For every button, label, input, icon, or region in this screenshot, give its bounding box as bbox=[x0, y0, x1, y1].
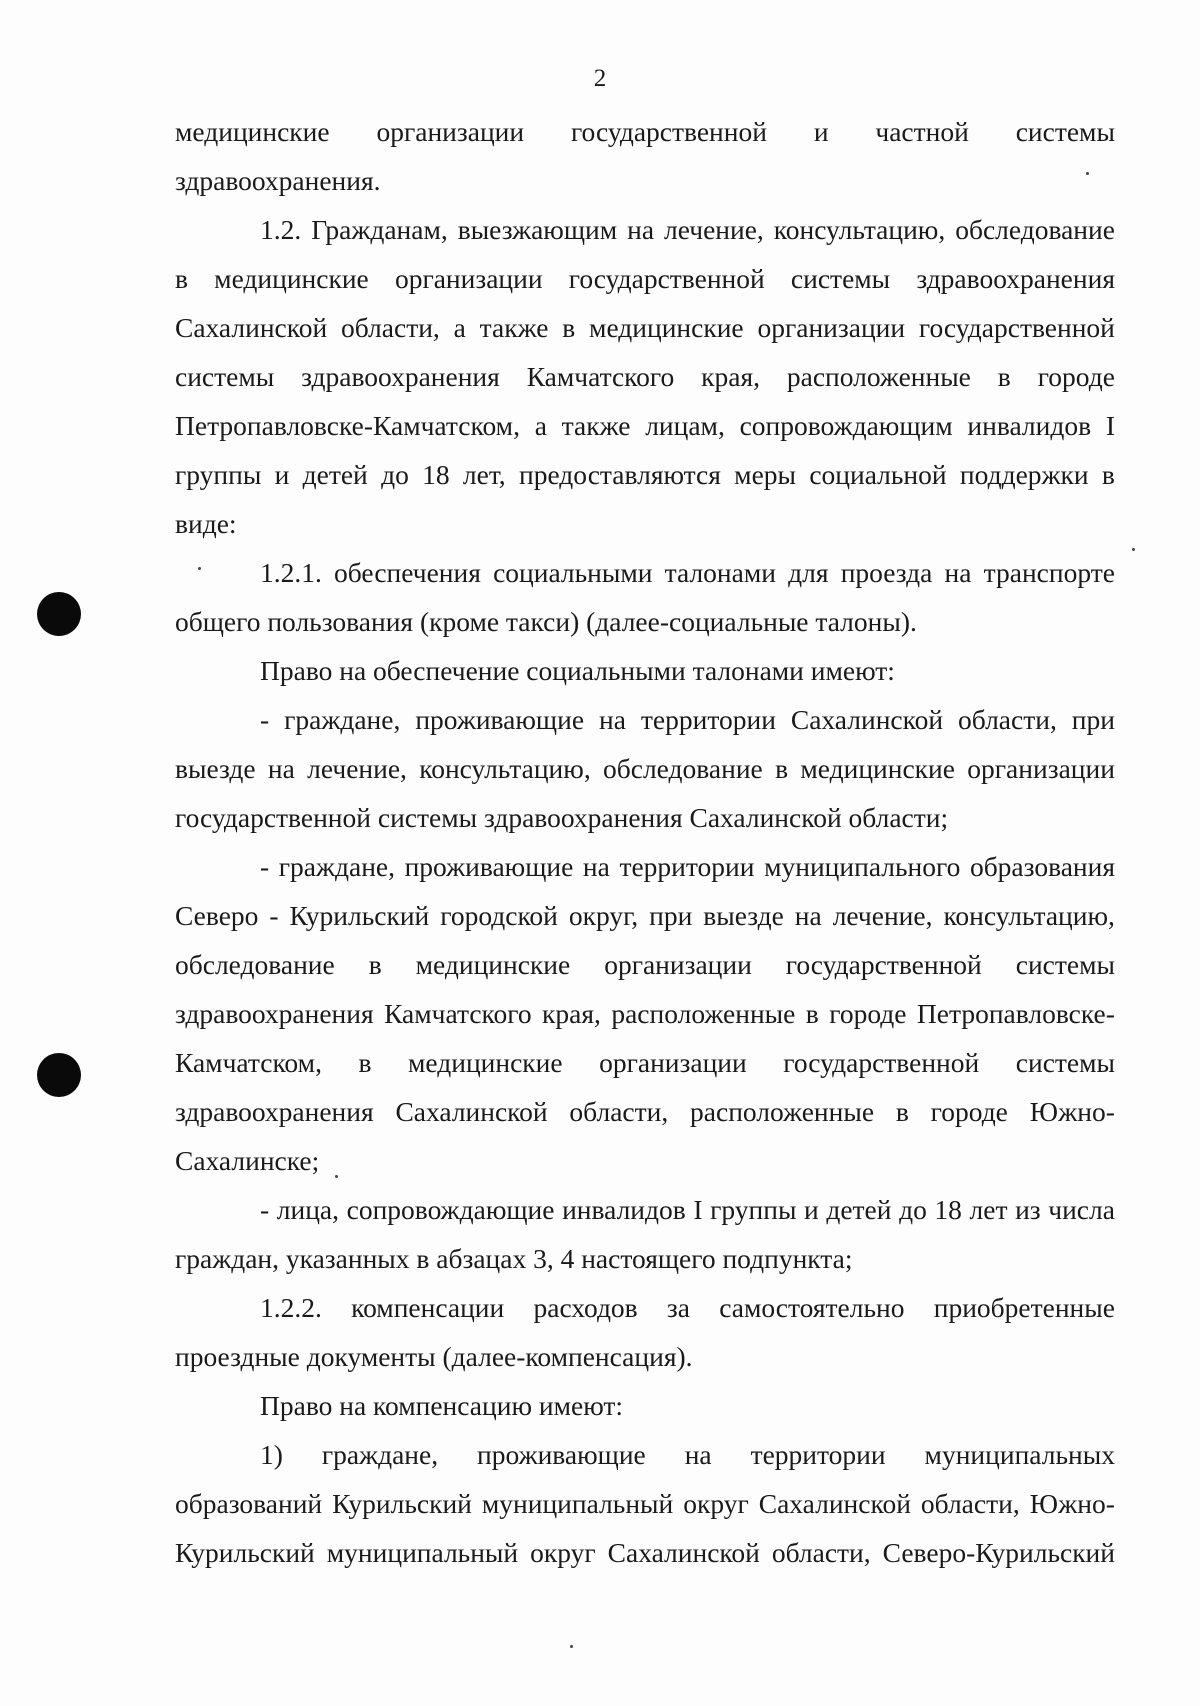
word: в bbox=[775, 753, 789, 784]
word: из bbox=[1015, 1194, 1041, 1225]
word: здравоохранения bbox=[175, 1096, 374, 1127]
punch-hole-bottom bbox=[37, 1053, 81, 1097]
text-line bbox=[175, 1528, 1115, 1577]
word: в bbox=[368, 949, 382, 980]
document-body bbox=[175, 107, 1115, 1577]
word: детей bbox=[826, 1194, 892, 1225]
word: в bbox=[358, 1047, 372, 1078]
word: 1) bbox=[260, 1439, 283, 1470]
word: муниципальных bbox=[924, 1439, 1115, 1470]
word: для bbox=[788, 557, 829, 588]
text-line bbox=[175, 107, 1115, 156]
word: предоставляются bbox=[518, 459, 721, 490]
word: граждане, bbox=[278, 851, 395, 882]
text-line bbox=[175, 1479, 1115, 1528]
word: медицинские bbox=[407, 1047, 563, 1078]
word: талонами bbox=[664, 557, 776, 588]
text-line: виде: bbox=[175, 508, 237, 539]
word: государственной bbox=[568, 263, 765, 294]
word: городской bbox=[440, 900, 558, 931]
text-line bbox=[175, 1087, 1115, 1136]
word: лечение, bbox=[832, 900, 933, 931]
word: сопровождающие bbox=[346, 1194, 555, 1225]
word: 18 bbox=[422, 459, 450, 490]
word: организации bbox=[599, 1047, 747, 1078]
text-line bbox=[175, 352, 1115, 401]
word: в bbox=[562, 312, 576, 343]
word: лечение, bbox=[307, 753, 407, 784]
text-line: Право на компенсацию имеют: bbox=[260, 1390, 624, 1421]
text-line: граждан, указанных в абзацах 3, 4 настоящего подпункта; bbox=[175, 1243, 853, 1274]
word: Северо-Курильский bbox=[882, 1537, 1115, 1568]
word: до bbox=[381, 459, 409, 490]
text-line bbox=[175, 548, 1115, 597]
text-line bbox=[175, 254, 1115, 303]
word: социальной bbox=[809, 459, 947, 490]
word: 1.2.2. bbox=[260, 1292, 322, 1323]
word: Камчатском, bbox=[175, 1047, 322, 1078]
text-line bbox=[175, 450, 1115, 499]
word: здравоохранения bbox=[301, 361, 500, 392]
word: округ, bbox=[568, 900, 639, 931]
word: в bbox=[895, 1096, 909, 1127]
word: проезда bbox=[840, 557, 933, 588]
word: поддержки bbox=[959, 459, 1089, 490]
word: обследование bbox=[955, 214, 1115, 245]
word: Сахалинской bbox=[395, 1096, 548, 1127]
word: Южно- bbox=[1029, 1488, 1115, 1519]
word: медицинские bbox=[415, 949, 571, 980]
word: - bbox=[269, 900, 279, 931]
text-line: проездные документы (далее-компенсация). bbox=[175, 1341, 693, 1372]
word: I bbox=[1105, 410, 1115, 441]
word: граждане, bbox=[321, 1439, 439, 1470]
punch-hole-top bbox=[37, 592, 81, 636]
word: самостоятельно bbox=[719, 1292, 905, 1323]
word: области, bbox=[920, 1488, 1020, 1519]
word: системы bbox=[1015, 949, 1115, 980]
text-line: государственной системы здравоохранения Сахалинской области; bbox=[175, 802, 949, 833]
word: также bbox=[561, 410, 631, 441]
text-line bbox=[175, 401, 1115, 450]
text-line bbox=[175, 744, 1115, 793]
text-line bbox=[175, 940, 1115, 989]
text-line bbox=[175, 303, 1115, 352]
text-line: Право на обеспечение социальными талонами имеют: bbox=[260, 655, 895, 686]
word: инвалидов bbox=[562, 1194, 686, 1225]
word: края, bbox=[542, 998, 601, 1029]
word: частной bbox=[875, 116, 969, 147]
word: государственной bbox=[570, 116, 767, 147]
word: в bbox=[175, 263, 188, 294]
word: социальными bbox=[493, 557, 653, 588]
word: консультацию, bbox=[773, 214, 946, 245]
word: организации bbox=[394, 263, 543, 294]
text-line: общего пользования (кроме такси) (далее-социальные талоны). bbox=[175, 606, 917, 637]
word: городе bbox=[930, 1096, 1008, 1127]
word: городе bbox=[1037, 361, 1115, 392]
word: на bbox=[627, 214, 655, 245]
word: 1.2. bbox=[260, 214, 302, 245]
word: Курильский bbox=[175, 1537, 315, 1568]
word: и bbox=[804, 1194, 819, 1225]
word: организации bbox=[757, 312, 906, 343]
text-line bbox=[175, 205, 1115, 254]
word: расположенные bbox=[786, 361, 971, 392]
word: медицинские bbox=[589, 312, 744, 343]
word: территории bbox=[640, 704, 776, 735]
word: транспорте bbox=[983, 557, 1115, 588]
word: - bbox=[260, 1194, 270, 1225]
word: обеспечения bbox=[334, 557, 481, 588]
word: на bbox=[582, 851, 610, 882]
word: и bbox=[274, 459, 290, 490]
word: Камчатского bbox=[384, 998, 532, 1029]
word: - bbox=[260, 704, 270, 735]
word: консультацию, bbox=[943, 900, 1115, 931]
word: области, bbox=[771, 1537, 871, 1568]
word: в bbox=[805, 998, 819, 1029]
word: лечение, bbox=[664, 214, 764, 245]
word: инвалидов bbox=[967, 410, 1092, 441]
word: Гражданам, bbox=[311, 214, 448, 245]
word: в bbox=[1101, 459, 1115, 490]
text-line: здравоохранения. bbox=[175, 165, 381, 196]
text-line bbox=[175, 1430, 1115, 1479]
word: группы bbox=[710, 1194, 797, 1225]
word: в bbox=[997, 361, 1011, 392]
word: а bbox=[453, 312, 466, 343]
word: Сахалинской bbox=[758, 1488, 911, 1519]
word: края, bbox=[701, 361, 760, 392]
word: 18 bbox=[934, 1194, 962, 1225]
word: системы bbox=[1015, 116, 1115, 147]
word: территории bbox=[750, 1439, 886, 1470]
word: государственной bbox=[785, 949, 982, 980]
word: консультацию, bbox=[419, 753, 591, 784]
word: организации bbox=[604, 949, 752, 980]
word: городе bbox=[829, 998, 907, 1029]
word: образований bbox=[175, 1488, 323, 1519]
word: лет, bbox=[462, 459, 506, 490]
word: системы bbox=[175, 361, 275, 392]
word: компенсации bbox=[351, 1292, 505, 1323]
word: I bbox=[693, 1194, 703, 1225]
word: расходов bbox=[533, 1292, 638, 1323]
text-line bbox=[175, 1038, 1115, 1087]
text-line bbox=[175, 989, 1115, 1038]
word: Южно- bbox=[1029, 1096, 1115, 1127]
word: Курильский bbox=[289, 900, 430, 931]
word: округ bbox=[683, 1488, 749, 1519]
word: детей bbox=[302, 459, 368, 490]
word: 1.2.1. bbox=[260, 557, 322, 588]
word: за bbox=[666, 1292, 690, 1323]
word: Камчатского bbox=[526, 361, 675, 392]
page-number: 2 bbox=[593, 65, 607, 92]
word: группы bbox=[175, 459, 262, 490]
text-line: Сахалинске; bbox=[175, 1145, 320, 1176]
word: до bbox=[899, 1194, 927, 1225]
word: граждане, bbox=[284, 704, 401, 735]
word: на bbox=[944, 557, 972, 588]
scan-speck bbox=[1132, 548, 1135, 551]
word: при bbox=[1071, 704, 1115, 735]
word: при bbox=[649, 900, 693, 931]
text-line bbox=[175, 1185, 1115, 1234]
word: проживающие bbox=[404, 851, 574, 882]
text-line bbox=[175, 842, 1115, 891]
word: территории bbox=[619, 851, 755, 882]
word: проживающие bbox=[477, 1439, 646, 1470]
word: лицам, bbox=[645, 410, 725, 441]
word: здравоохранения bbox=[175, 998, 374, 1029]
word: муниципальный bbox=[326, 1537, 519, 1568]
word: Курильский bbox=[332, 1488, 472, 1519]
word: области, bbox=[341, 312, 440, 343]
word: образования bbox=[969, 851, 1115, 882]
word: Петропавловске-Камчатском, bbox=[175, 410, 520, 441]
word: Северо bbox=[175, 900, 259, 931]
word: области, bbox=[958, 704, 1057, 735]
word: лет bbox=[969, 1194, 1008, 1225]
word: меры bbox=[734, 459, 797, 490]
word: на bbox=[684, 1439, 712, 1470]
word: организации bbox=[967, 753, 1115, 784]
word: системы bbox=[1015, 1047, 1115, 1078]
word: Сахалинской bbox=[790, 704, 944, 735]
word: медицинские bbox=[214, 263, 369, 294]
word: медицинские bbox=[175, 116, 330, 147]
word: обследование bbox=[175, 949, 335, 980]
word: округ bbox=[530, 1537, 596, 1568]
word: медицинские bbox=[800, 753, 955, 784]
word: Сахалинской bbox=[607, 1537, 760, 1568]
word: муниципального bbox=[764, 851, 961, 882]
word: государственной bbox=[918, 312, 1115, 343]
word: а bbox=[534, 410, 547, 441]
word: области, bbox=[569, 1096, 669, 1127]
word: на bbox=[599, 704, 626, 735]
word: государственной bbox=[783, 1047, 980, 1078]
word: проживающие bbox=[415, 704, 585, 735]
text-line bbox=[175, 1283, 1115, 1332]
word: - bbox=[260, 851, 270, 882]
word: здравоохранения bbox=[916, 263, 1115, 294]
word: организации bbox=[376, 116, 525, 147]
word: выезде bbox=[175, 753, 256, 784]
word: на bbox=[267, 753, 295, 784]
word: Сахалинской bbox=[175, 312, 328, 343]
word: муниципальный bbox=[481, 1488, 674, 1519]
scan-speck bbox=[570, 1645, 573, 1648]
word: расположенные bbox=[690, 1096, 875, 1127]
text-line bbox=[175, 695, 1115, 744]
word: системы bbox=[790, 263, 891, 294]
word: сопровождающим bbox=[739, 410, 953, 441]
word: выезде bbox=[703, 900, 784, 931]
word: также bbox=[479, 312, 549, 343]
word: Петропавловске- bbox=[916, 998, 1115, 1029]
word: расположенные bbox=[611, 998, 796, 1029]
word: лица, bbox=[276, 1194, 340, 1225]
word: и bbox=[813, 116, 829, 147]
text-line bbox=[175, 891, 1115, 940]
word: числа bbox=[1048, 1194, 1115, 1225]
word: на bbox=[794, 900, 822, 931]
word: выезжающим bbox=[457, 214, 618, 245]
word: приобретенные bbox=[933, 1292, 1115, 1323]
word: обследование bbox=[603, 753, 763, 784]
